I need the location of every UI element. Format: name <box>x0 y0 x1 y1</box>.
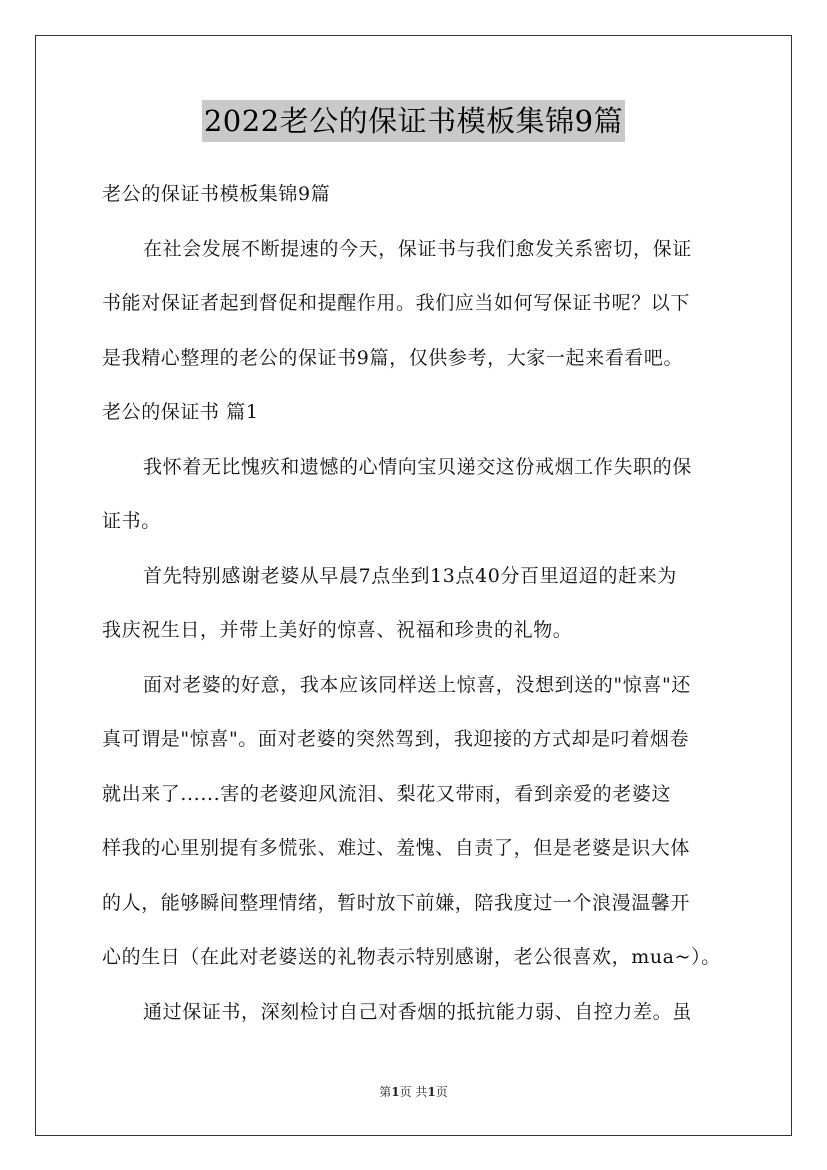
body-line: 真可谓是"惊喜"。面对老婆的突然驾到，我迎接的方式却是叼着烟卷 <box>102 728 690 750</box>
body-line: 在社会发展不断提速的今天，保证书与我们愈发关系密切，保证 <box>143 237 692 260</box>
document-title: 2022老公的保证书模板集锦9篇 <box>202 100 625 142</box>
body-line: 证书。 <box>102 510 161 532</box>
footer-page-total: 1 <box>427 1085 436 1099</box>
body-line: 我庆祝生日，并带上美好的惊喜、祝福和珍贵的礼物。 <box>102 619 573 641</box>
body-line: 通过保证书，深刻检讨自己对香烟的抵抗能力弱、自控力差。虽 <box>143 1000 692 1023</box>
footer-page-current: 1 <box>391 1085 400 1099</box>
footer-page-prefix: 第 <box>379 1085 392 1099</box>
document-body <box>102 174 730 1046</box>
section-heading: 老公的保证书 篇1 <box>102 401 259 423</box>
body-line: 老公的保证书模板集锦9篇 <box>102 183 331 205</box>
body-line: 的人，能够瞬间整理情绪，暂时放下前嫌，陪我度过一个浪漫温馨开 <box>102 891 691 914</box>
page-footer <box>0 1083 827 1100</box>
body-line: 我怀着无比愧疚和遗憾的心情向宝贝递交这份戒烟工作失职的保 <box>143 455 692 478</box>
body-line: 首先特别感谢老婆从早晨7点坐到13点40分百里迢迢的赶来为 <box>143 564 677 587</box>
body-line: 心的生日（在此对老婆送的礼物表示特别感谢，老公很喜欢，mua~）。 <box>102 946 721 968</box>
footer-page-suffix: 页 <box>435 1085 448 1099</box>
body-line: 面对老婆的好意，我本应该同样送上惊喜，没想到送的"惊喜"还 <box>143 673 691 696</box>
footer-page-mid: 页 共 <box>399 1085 428 1099</box>
title-container <box>0 100 827 142</box>
body-line: 是我精心整理的老公的保证书9篇，仅供参考，大家一起来看看吧。 <box>102 346 684 369</box>
body-line: 书能对保证者起到督促和提醒作用。我们应当如何写保证书呢？以下 <box>102 292 691 314</box>
body-line: 样我的心里别提有多慌张、难过、羞愧、自责了，但是老婆是识大体 <box>102 837 691 859</box>
body-line: 就出来了......害的老婆迎风流泪、梨花又带雨，看到亲爱的老婆这 <box>102 782 672 805</box>
